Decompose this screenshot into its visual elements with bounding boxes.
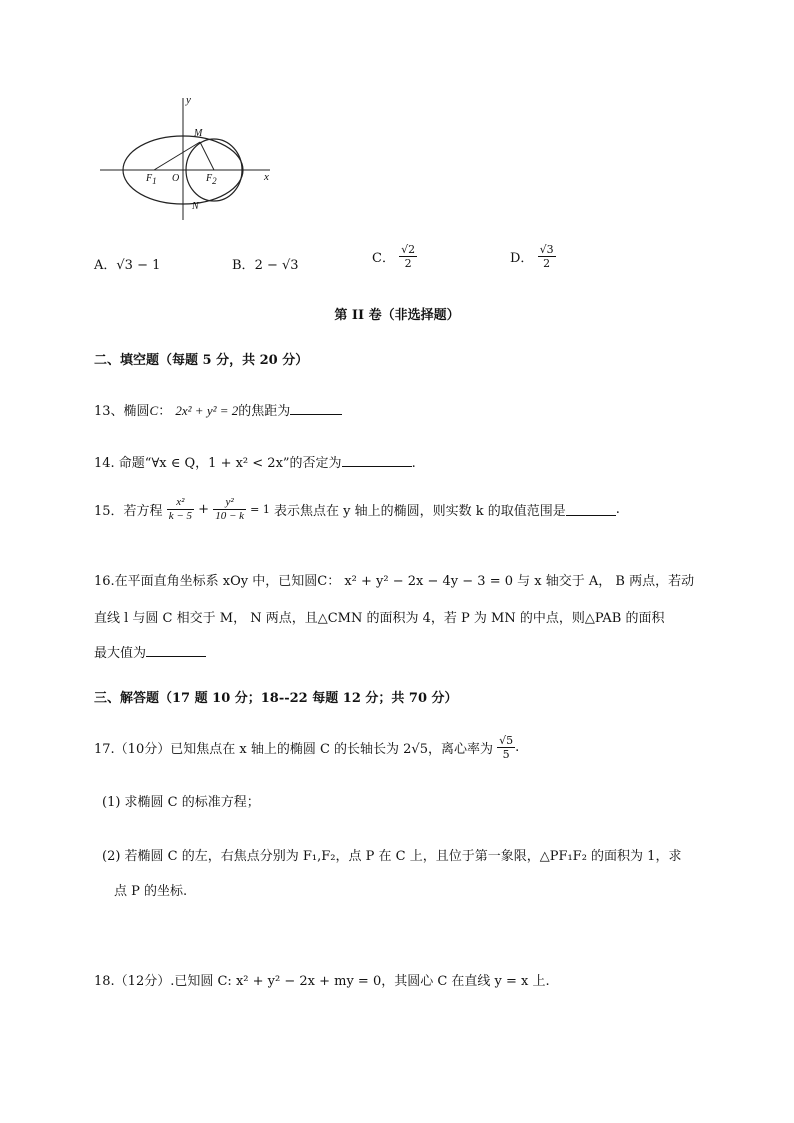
question-16-line3: 最大值为: [94, 642, 206, 661]
question-17-sub2-line2: 点 P 的坐标.: [114, 884, 188, 899]
segment-m-f2: [200, 142, 214, 170]
question-17-stem: 17.（10分）已知焦点在 x 轴上的椭圆 C 的长轴长为 2√5，离心率为 $\frac{√5}{5}$ .: [94, 734, 520, 761]
segment-f1-m: [154, 142, 200, 170]
answer-blank-14[interactable]: [342, 454, 412, 467]
question-17-sub2-line1: (2) 若椭圆 C 的左，右焦点分别为 F₁,F₂，点 P 在 C 上，且位于第一象限，△PF₁F₂ 的面积为 1，求: [102, 849, 682, 864]
question-15: 15．若方程 $\frac{\text{x²}}{k - 5}$ + $\frac{\text{y²}}{10 - k}$ = 1 表示焦点在 y 轴上的椭圆，则实数 k 的取值范围是 .: [94, 496, 620, 522]
point-n-label: N: [192, 201, 199, 212]
option-a: A．√3 − 1: [94, 258, 161, 273]
answer-blank-16[interactable]: [146, 644, 206, 657]
axis-x-label: x: [264, 171, 269, 183]
question-16-line1: 16.在平面直角坐标系 xOy 中，已知圆C： x² + y² − 2x − 4y − 3 = 0 与 x 轴交于 A， B 两点，若动: [94, 574, 695, 589]
question-16-line2: 直线 l 与圆 C 相交于 M， N 两点，且△CMN 的面积为 4，若 P 为 MN 的中点，则△PAB 的面积: [94, 611, 665, 626]
point-m-label: M: [194, 128, 203, 139]
section2-title: 二、填空题（每题 5 分，共 20 分）: [94, 353, 309, 368]
question-14: 14. 命题“∀x ∈ Q，1 + x² < 2x”的否定为 .: [94, 456, 416, 471]
option-c: C． $\frac{√2}{2}$: [372, 243, 416, 270]
answer-blank-13[interactable]: [290, 402, 342, 415]
question-13: 13、椭圆C： 2x² + y² = 2的焦距为: [94, 400, 342, 419]
question-17-sub1: (1) 求椭圆 C 的标准方程；: [102, 795, 260, 810]
answer-blank-15[interactable]: [566, 503, 616, 516]
point-o-label: O: [172, 173, 180, 184]
axis-y-label: y: [186, 94, 191, 106]
section3-title: 三、解答题（17 题 10 分；18--22 每题 12 分；共 70 分）: [94, 691, 458, 706]
ellipse-figure: [92, 92, 282, 227]
point-f1-label: $F_1$: [146, 173, 157, 186]
question-18: 18.（12分）.已知圆 C: x² + y² − 2x + my = 0，其圆心 C 在直线 y = x 上.: [94, 974, 550, 989]
ellipse-diagram: [92, 92, 282, 227]
option-b: B．2 − √3: [232, 258, 299, 273]
part2-title: 第 II 卷（非选择题）: [334, 308, 460, 323]
point-f2-label: $F_2$: [206, 173, 217, 186]
option-d: D． $\frac{√3}{2}$: [510, 243, 554, 270]
